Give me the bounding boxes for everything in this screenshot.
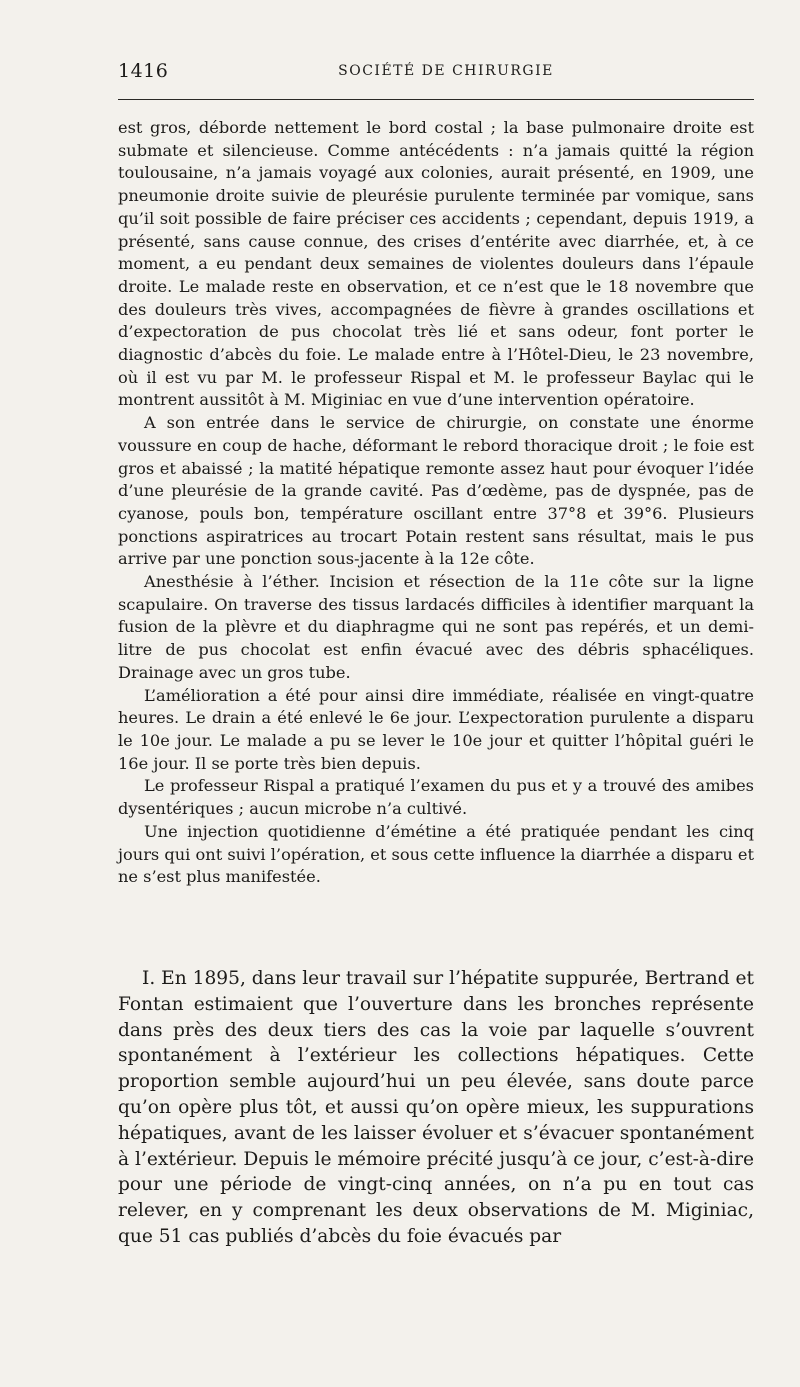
page-number: 1416 bbox=[118, 60, 169, 82]
paragraph: Une injection quotidienne d’émétine a été pratiquée pendant les cinq jours qui ont suivi l’opération, et sous cette influence la diarrhée a disparu et ne s’est plus manifestée. bbox=[118, 821, 754, 887]
paragraph: est gros, déborde nettement le bord costal ; la base pulmonaire droite est submate et silencieuse. Comme antécédents : n’a jamais quitté la région toulousaine, n’a jamais voyagé aux colonies, aurait présenté, en 1909, une pneumonie droite suivie de pleurésie purulente terminée par vomique, sans qu’il soit possible de faire préciser ces accidents ; cependant, depuis 1919, a présenté, sans cause connue, des crises d’entérite avec diarrhée, et, à ce moment, a eu pendant deux semaines de violentes douleurs dans l’épaule droite. Le malade reste en observation, et ce n’est que le 18 novembre que des douleurs très vives, accompagnées de fièvre à grandes oscillations et d’expectoration de pus chocolat très lié et sans odeur, font porter le diagnostic d’abcès du foie. Le malade entre à l’Hôtel-Dieu, le 23 novembre, où il est vu par M. le professeur Rispal et M. le professeur Baylac qui le montrent aussitôt à M. Miginiac en vue d’une intervention opératoire. bbox=[118, 118, 754, 410]
paragraph: Le professeur Rispal a pratiqué l’examen du pus et y a trouvé des amibes dysentériques ; aucun microbe n’a cultivé. bbox=[118, 776, 754, 819]
running-title: SOCIÉTÉ DE CHIRURGIE bbox=[338, 63, 554, 79]
paragraph: L’amélioration a été pour ainsi dire immédiate, réalisée en vingt-quatre heures. Le drain a été enlevé le 6e jour. L’expectoration purulente a disparu le 10e jour. Le malade a pu se lever le 10e jour et quitter l’hôpital guéri le 16e jour. Il se porte très bien depuis. bbox=[118, 685, 754, 773]
paragraph: Anesthésie à l’éther. Incision et résection de la 11e côte sur la ligne scapulaire. On traverse des tissus lardacés difficiles à identifier marquant la fusion de la plèvre et du diaphragme qui ne sont pas repérés, et un demi-litre de pus chocolat est enfin évacué avec des débris sphacéliques. Drainage avec un gros tube. bbox=[118, 572, 754, 682]
main-text bbox=[118, 117, 754, 889]
paragraph: A son entrée dans le service de chirurgie, on constate une énorme voussure en coup de hache, déformant le rebord thoracique droit ; le foie est gros et abaissé ; la matité hépatique remonte assez haut pour évoquer l’idée d’une pleurésie de la grande cavité. Pas d’œdème, pas de dyspnée, pas de cyanose, pouls bon, température oscillant entre 37°8 et 39°6. Plusieurs ponctions aspiratrices au trocart Potain restent sans résultat, mais le pus arrive par une ponction sous-jacente à la 12e côte. bbox=[118, 413, 754, 569]
header-rule bbox=[118, 99, 754, 100]
footnote bbox=[118, 966, 754, 1250]
footnote-text: I. En 1895, dans leur travail sur l’hépatite suppurée, Bertrand et Fontan estimaient que l’ouverture dans les bronches représente dans près des deux tiers des cas la voie par laquelle s’ouvrent spontanément à l’extérieur les collections hépatiques. Cette proportion semble aujourd’hui un peu élevée, sans doute parce qu’on opère plus tôt, et aussi qu’on opère mieux, les suppurations hépatiques, avant de les laisser évoluer et s’évacuer spontanément à l’extérieur. Depuis le mémoire précité jusqu’à ce jour, c’est-à-dire pour une période de vingt-cinq années, on n’a pu en tout cas relever, en y comprenant les deux observations de M. Miginiac, que 51 cas publiés d’abcès du foie évacués par bbox=[118, 968, 754, 1247]
page-header bbox=[118, 60, 754, 86]
